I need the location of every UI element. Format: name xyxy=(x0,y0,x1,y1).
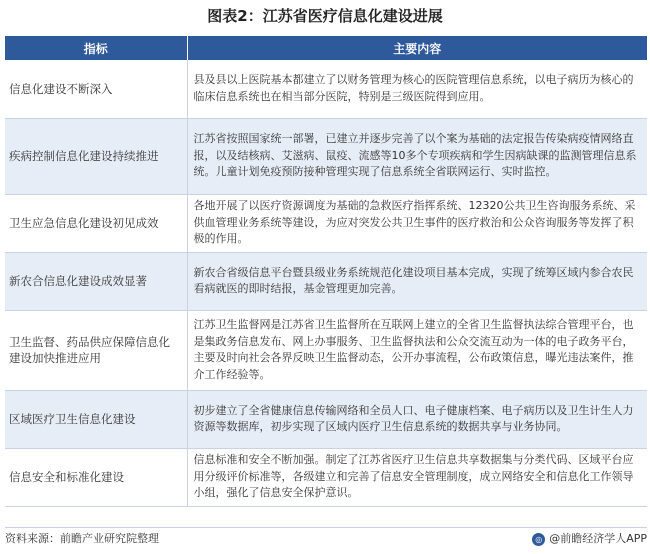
row-indicator: 卫生应急信息化建设初见成效 xyxy=(5,194,187,252)
row-indicator: 新农合信息化建设成效显著 xyxy=(5,252,187,310)
row-indicator: 区域医疗卫生信息化建设 xyxy=(5,390,187,448)
table-row xyxy=(5,194,647,252)
footer-divider xyxy=(5,527,647,528)
table-row xyxy=(5,252,647,310)
row-content: 江苏卫生监督网是江苏省卫生监督所在互联网上建立的全省卫生监督执法综合管理平台，也是集政务信息发布、网上办事服务、卫生监督执法和公众交流互动为一体的电子政务平台，主要及时向社会各界反映卫生监督动态，公开办事流程，公布政策信息，曝光违法案件，推介工作经验等。 xyxy=(187,310,647,390)
progress-table xyxy=(5,36,647,507)
figure-title: 图表2：江苏省医疗信息化建设进展 xyxy=(207,7,443,25)
row-indicator: 信息安全和标准化建设 xyxy=(5,448,187,506)
row-indicator: 卫生监督、药品供应保障信息化建设加快推进应用 xyxy=(5,310,187,390)
brand-logo-icon: ◎ xyxy=(532,533,545,546)
row-content: 江苏省按照国家统一部署，已建立并逐步完善了以个案为基础的法定报告传染病疫情网络直报，以及结核病、艾滋病、鼠疫、流感等10多个专项疾病和学生因病缺课的监测管理信息系统。儿童计划免疫预防接种管理实现了信息系统全省联网运行、实时监控。 xyxy=(187,118,647,194)
source-note: 资料来源：前瞻产业研究院整理 xyxy=(5,532,159,545)
table-row xyxy=(5,118,647,194)
row-indicator: 疾病控制信息化建设持续推进 xyxy=(5,118,187,194)
brand-credit xyxy=(532,530,647,548)
table-row xyxy=(5,448,647,506)
table-row xyxy=(5,310,647,390)
row-indicator: 信息化建设不断深入 xyxy=(5,60,187,118)
table-row xyxy=(5,390,647,448)
header-content: 主要内容 xyxy=(187,36,647,60)
header-indicator: 指标 xyxy=(5,36,187,60)
row-content: 各地开展了以医疗资源调度为基础的急救医疗指挥系统、12320公共卫生咨询服务系统、采供血管理业务系统等建设，为应对突发公共卫生事件的医疗救治和公众咨询服务等发挥了积极的作用。 xyxy=(187,194,647,252)
footer xyxy=(5,530,647,548)
row-content: 县及县以上医院基本都建立了以财务管理为核心的医院管理信息系统，以电子病历为核心的临床信息系统也在相当部分医院，特别是三级医院得到应用。 xyxy=(187,60,647,118)
row-content: 信息标准和安全不断加强。制定了江苏省医疗卫生信息共享数据集与分类代码、区域平台应用分级评价标准等，各级建立和完善了信息安全管理制度，成立网络安全和信息化工作领导小组，强化了信息安全保护意识。 xyxy=(187,448,647,506)
brand-text: @前瞻经济学人APP xyxy=(549,532,647,545)
row-content: 新农合省级信息平台暨县级业务系统规范化建设项目基本完成，实现了统筹区域内参合农民看病就医的即时结报，基金管理更加完善。 xyxy=(187,252,647,310)
table-header-row xyxy=(5,36,647,60)
table-row xyxy=(5,60,647,118)
row-content: 初步建立了全省健康信息传输网络和全员人口、电子健康档案、电子病历以及卫生计生人力资源等数据库，初步实现了区域内医疗卫生信息系统的数据共享与业务协同。 xyxy=(187,390,647,448)
